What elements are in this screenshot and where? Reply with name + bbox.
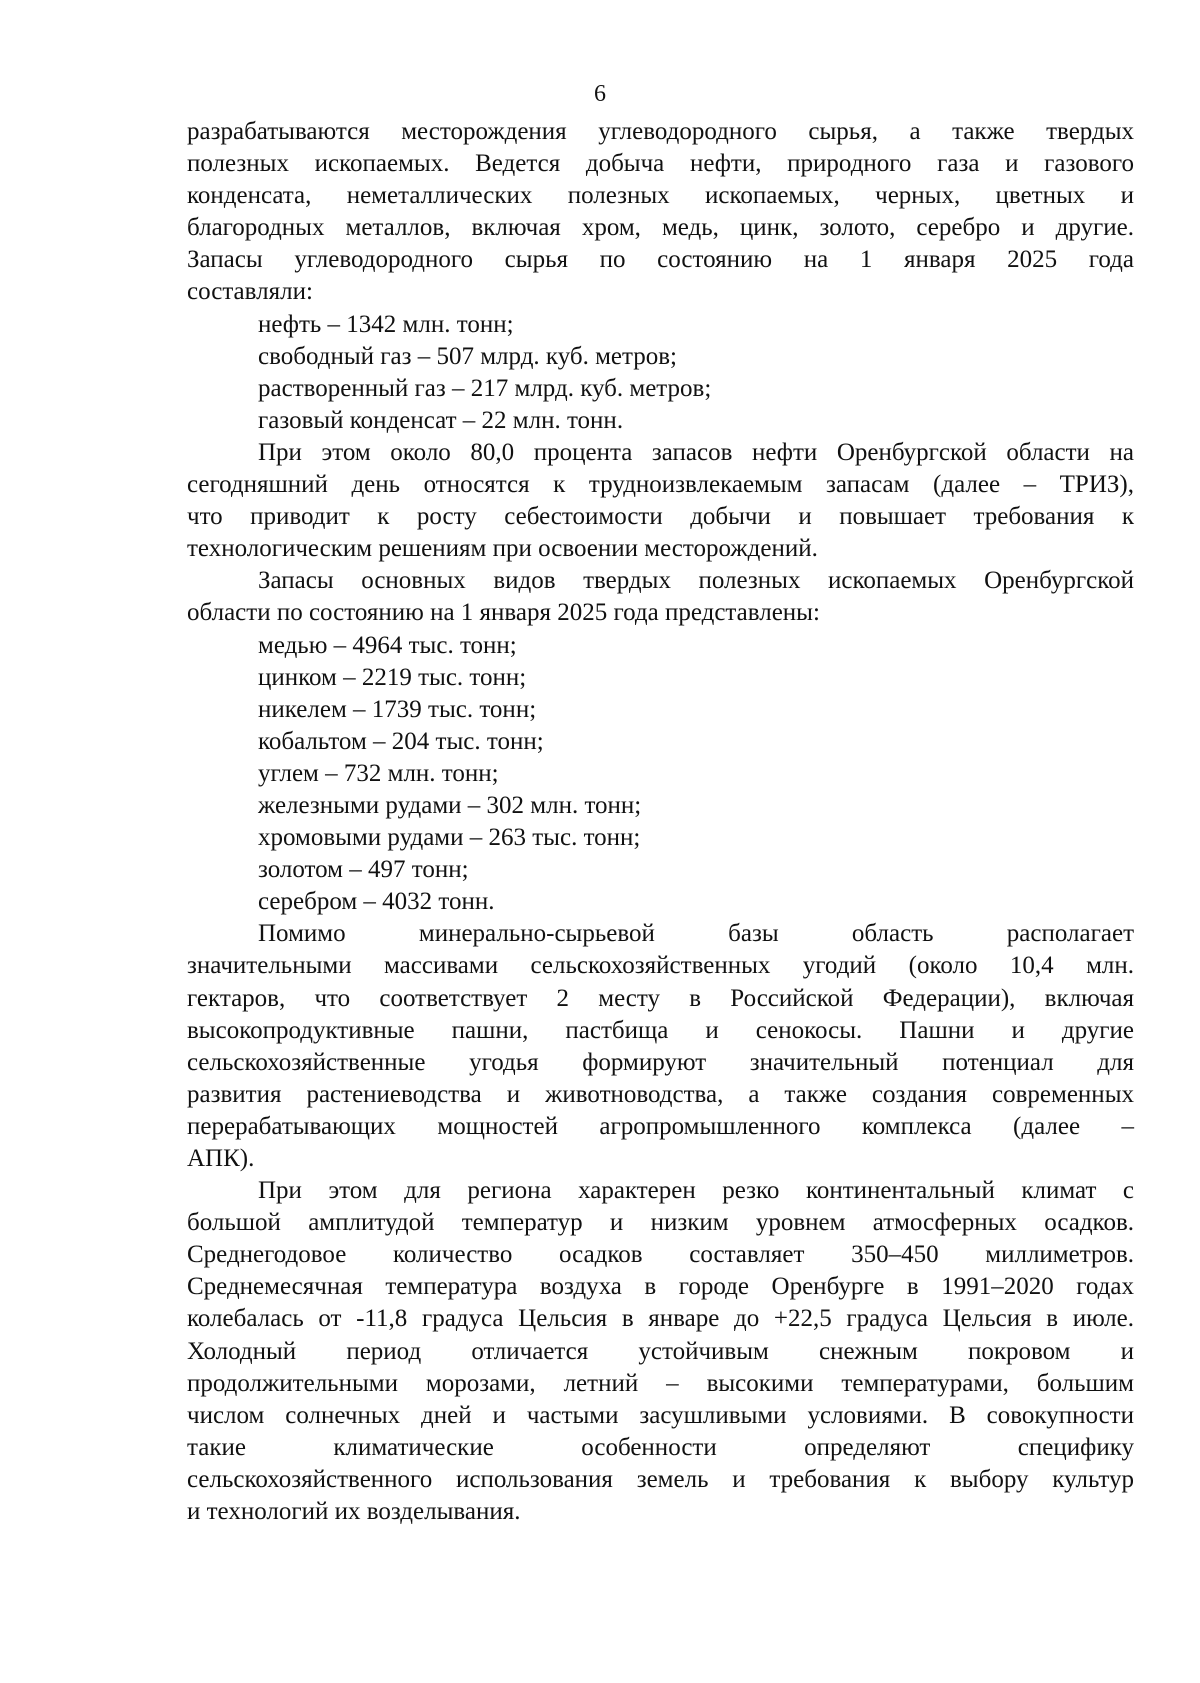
text-line: сегодняшний день относятся к трудноизвлекаемым запасам (далее – ТРИЗ), (187, 471, 1134, 499)
text-line: числом солнечных дней и частыми засушливыми условиями. В совокупности (187, 1401, 1134, 1429)
text-line: и технологий их возделывания. (187, 1498, 521, 1526)
text-line: сельскохозяйственного использования земель и требования к выбору культур (187, 1465, 1134, 1493)
text-line: технологическим решениям при освоении месторождений. (187, 535, 818, 563)
text-line: кобальтом – 204 тыс. тонн; (258, 727, 544, 755)
text-line: серебром – 4032 тонн. (258, 888, 495, 916)
text-line: что приводит к росту себестоимости добычи и повышает требования к (187, 503, 1134, 531)
text-line: полезных ископаемых. Ведется добыча нефти, природного газа и газового (187, 150, 1134, 178)
text-line: гектаров, что соответствует 2 месту в Российской Федерации), включая (187, 984, 1134, 1012)
text-line: составляли: (187, 278, 313, 306)
text-line: такие климатические особенности определяют специфику (187, 1433, 1134, 1461)
text-line: области по состоянию на 1 января 2025 года представлены: (187, 599, 820, 627)
text-line: Среднегодовое количество осадков составляет 350–450 миллиметров. (187, 1241, 1134, 1269)
text-line: нефть – 1342 млн. тонн; (258, 310, 514, 338)
text-line: развития растениеводства и животноводства, а также создания современных (187, 1080, 1134, 1108)
text-line: При этом для региона характерен резко континентальный климат с (258, 1177, 1134, 1205)
text-line: свободный газ – 507 млрд. куб. метров; (258, 342, 677, 370)
text-line: медью – 4964 тыс. тонн; (258, 631, 517, 659)
text-line: растворенный газ – 217 млрд. куб. метров; (258, 374, 712, 402)
text-line: большой амплитудой температур и низким уровнем атмосферных осадков. (187, 1209, 1134, 1237)
body-text (187, 116, 1134, 1528)
text-line: золотом – 497 тонн; (258, 856, 469, 884)
text-line: Запасы углеводородного сырья по состоянию на 1 января 2025 года (187, 246, 1134, 274)
text-line: продолжительными морозами, летний – высокими температурами, большим (187, 1369, 1134, 1397)
text-line: перерабатывающих мощностей агропромышленного комплекса (далее – (187, 1112, 1134, 1140)
text-line: углем – 732 млн. тонн; (258, 759, 499, 787)
text-line: железными рудами – 302 млн. тонн; (258, 791, 642, 819)
text-line: значительными массивами сельскохозяйственных угодий (около 10,4 млн. (187, 952, 1134, 980)
text-line: АПК). (187, 1145, 255, 1172)
text-line: никелем – 1739 тыс. тонн; (258, 695, 537, 723)
text-line: конденсата, неметаллических полезных ископаемых, черных, цветных и (187, 182, 1134, 210)
text-line: сельскохозяйственные угодья формируют значительный потенциал для (187, 1048, 1134, 1076)
text-line: Среднемесячная температура воздуха в городе Оренбурге в 1991–2020 годах (187, 1273, 1134, 1301)
text-line: газовый конденсат – 22 млн. тонн. (258, 406, 624, 434)
text-line: При этом около 80,0 процента запасов нефти Оренбургской области на (258, 438, 1134, 466)
text-line: Запасы основных видов твердых полезных ископаемых Оренбургской (258, 567, 1134, 595)
text-line: Помимо минерально-сырьевой базы область располагает (258, 920, 1134, 948)
text-line: разрабатываются месторождения углеводородного сырья, а также твердых (187, 118, 1134, 145)
text-line: высокопродуктивные пашни, пастбища и сенокосы. Пашни и другие (187, 1016, 1134, 1044)
text-line: хромовыми рудами – 263 тыс. тонн; (258, 824, 641, 852)
page-number: 6 (594, 81, 606, 107)
text-line: цинком – 2219 тыс. тонн; (258, 663, 527, 691)
text-line: колебалась от -11,8 градуса Цельсия в январе до +22,5 градуса Цельсия в июле. (187, 1305, 1134, 1333)
text-line: Холодный период отличается устойчивым снежным покровом и (187, 1337, 1134, 1365)
text-line: благородных металлов, включая хром, медь, цинк, золото, серебро и другие. (187, 214, 1134, 242)
